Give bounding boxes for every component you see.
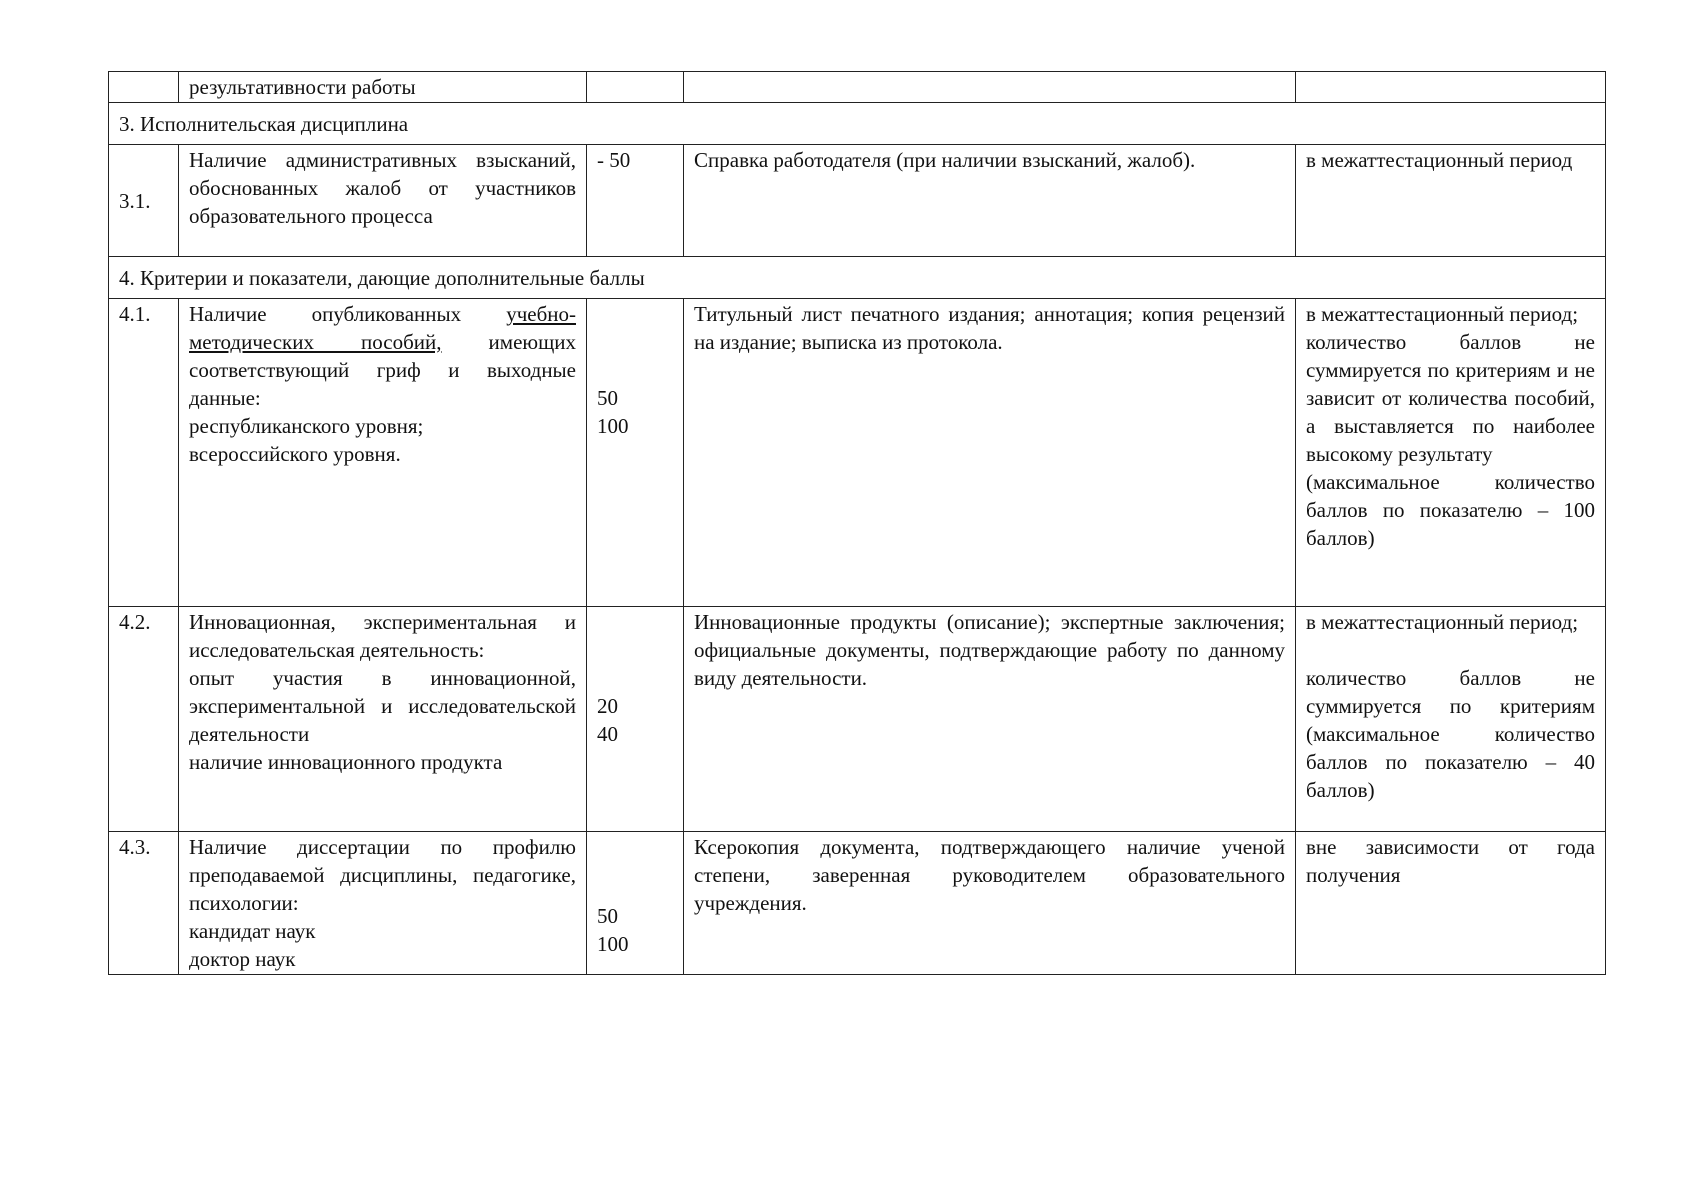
table-row bbox=[109, 832, 1606, 975]
note-cell: вне зависимости от года получения bbox=[1296, 832, 1606, 975]
points-value: 40 bbox=[597, 722, 618, 746]
points-cell: - 50 bbox=[587, 145, 684, 257]
criterion-cell bbox=[179, 299, 587, 607]
note-cell bbox=[1296, 299, 1606, 607]
note-cell bbox=[1296, 72, 1606, 103]
criterion-text: Инновационная, экспериментальная и исследовательская деятельность: bbox=[189, 610, 576, 662]
table-row bbox=[109, 72, 1606, 103]
points-value: 100 bbox=[597, 414, 629, 438]
criterion-cell bbox=[179, 607, 587, 832]
row-number: 4.2. bbox=[109, 607, 179, 832]
section-row bbox=[109, 257, 1606, 299]
criterion-cell: результативности работы bbox=[179, 72, 587, 103]
row-number: 4.3. bbox=[109, 832, 179, 975]
criterion-level: доктор наук bbox=[189, 947, 296, 971]
note-text: в межаттестационный период; bbox=[1306, 610, 1579, 634]
points-value: 50 bbox=[597, 904, 618, 928]
criterion-level: республиканского уровня; bbox=[189, 414, 424, 438]
row-number: 4.1. bbox=[109, 299, 179, 607]
table-row bbox=[109, 145, 1606, 257]
documents-cell: Титульный лист печатного издания; аннотация; копия рецензий на издание; выписка из протокола. bbox=[684, 299, 1296, 607]
table-row bbox=[109, 299, 1606, 607]
points-cell bbox=[587, 72, 684, 103]
criterion-text-part: имеющих соответствующий гриф и выходные данные: bbox=[189, 330, 576, 410]
section-title: 4. Критерии и показатели, дающие дополнительные баллы bbox=[109, 257, 1606, 299]
documents-cell: Ксерокопия документа, подтверждающего наличие ученой степени, заверенная руководителем образовательного учреждения. bbox=[684, 832, 1296, 975]
section-row bbox=[109, 103, 1606, 145]
points-cell bbox=[587, 299, 684, 607]
criterion-text: Наличие диссертации по профилю преподаваемой дисциплины, педагогике, психологии: bbox=[189, 835, 576, 915]
criterion-level: всероссийского уровня. bbox=[189, 442, 401, 466]
criterion-text-part: Наличие опубликованных bbox=[189, 302, 507, 326]
points-cell bbox=[587, 607, 684, 832]
row-number: 3.1. bbox=[109, 145, 179, 257]
points-value: 50 bbox=[597, 386, 618, 410]
criterion-underlined-text: методических пособий, bbox=[189, 330, 442, 354]
points-value: 100 bbox=[597, 932, 629, 956]
points-value: 20 bbox=[597, 694, 618, 718]
criterion-cell: Наличие административных взысканий, обоснованных жалоб от участников образовательного процесса bbox=[179, 145, 587, 257]
table-row bbox=[109, 607, 1606, 832]
criterion-text: наличие инновационного продукта bbox=[189, 750, 503, 774]
criterion-text bbox=[189, 300, 576, 412]
criteria-table bbox=[108, 71, 1606, 975]
documents-cell: Справка работодателя (при наличии взысканий, жалоб). bbox=[684, 145, 1296, 257]
note-text: в межаттестационный период; bbox=[1306, 302, 1579, 326]
note-cell: в межаттестационный период bbox=[1296, 145, 1606, 257]
note-text: количество баллов не суммируется по критериям и не зависит от количества пособий, а выставляется по наиболее высокому результату bbox=[1306, 330, 1595, 466]
note-text: количество баллов не суммируется по критериям (максимальное количество баллов по показателю – 40 баллов) bbox=[1306, 666, 1595, 802]
number-cell bbox=[109, 72, 179, 103]
section-title: 3. Исполнительская дисциплина bbox=[109, 103, 1606, 145]
documents-cell bbox=[684, 72, 1296, 103]
criterion-underlined-text: учебно- bbox=[506, 302, 576, 326]
criterion-text: опыт участия в инновационной, экспериментальной и исследовательской деятельности bbox=[189, 666, 576, 746]
note-spacer bbox=[1306, 636, 1595, 664]
criterion-level: кандидат наук bbox=[189, 919, 316, 943]
note-text: (максимальное количество баллов по показателю – 100 баллов) bbox=[1306, 470, 1595, 550]
note-cell bbox=[1296, 607, 1606, 832]
criterion-cell bbox=[179, 832, 587, 975]
documents-cell: Инновационные продукты (описание); экспертные заключения; официальные документы, подтверждающие работу по данному виду деятельности. bbox=[684, 607, 1296, 832]
points-cell bbox=[587, 832, 684, 975]
